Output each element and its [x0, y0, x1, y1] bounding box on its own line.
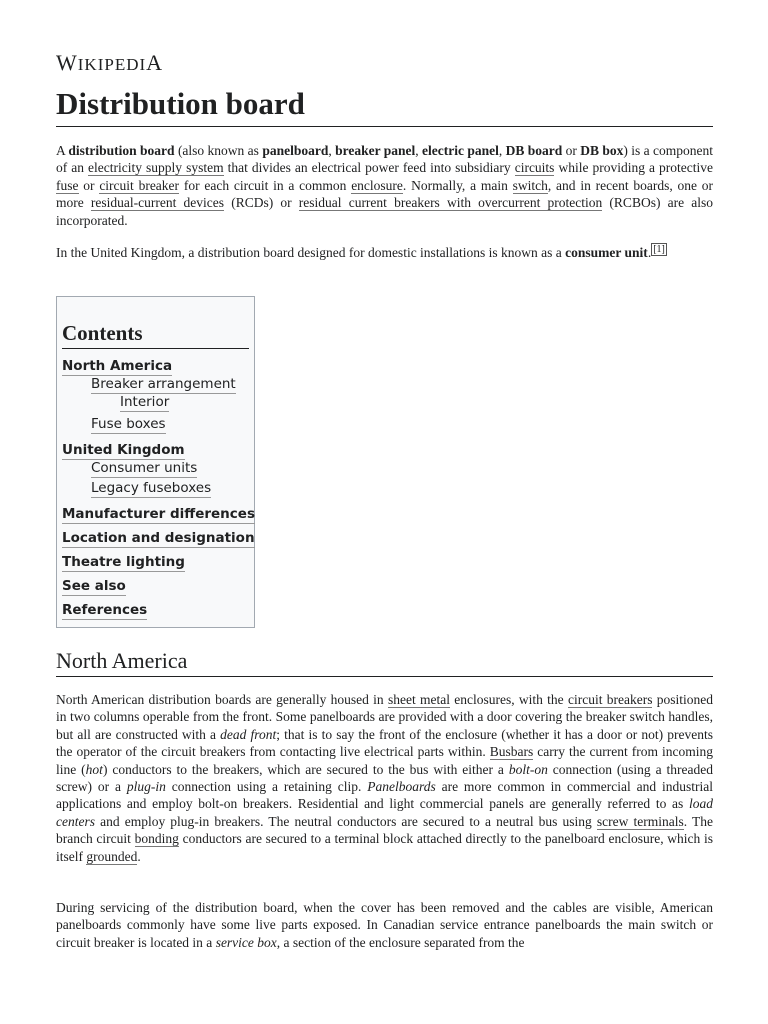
- toc-item-consumer-units[interactable]: Consumer units: [91, 460, 198, 476]
- link-switch[interactable]: switch: [512, 177, 548, 193]
- wordmark-middle: IKIPEDI: [77, 55, 147, 74]
- bold-term: DB board: [505, 143, 563, 158]
- italic-term: bolt-on: [508, 761, 548, 777]
- italic-term: plug-in: [126, 779, 166, 795]
- toc-item-legacy-fuseboxes[interactable]: Legacy fuseboxes: [91, 480, 212, 496]
- link-busbars[interactable]: Busbars: [489, 744, 534, 760]
- toc-item-north-america[interactable]: North America: [62, 358, 173, 374]
- page-title: Distribution board: [56, 82, 713, 127]
- wikipedia-wordmark[interactable]: [56, 50, 163, 76]
- italic-term: dead front: [220, 726, 277, 742]
- lead-paragraph: A distribution board (also known as panelboard, breaker panel, electric panel, DB board or DB box) is a component of an electricity supply system that divides an electrical power feed into subsidiary circuits while providing a protective fuse or circuit breaker for each circuit in a common enclosure. Normally, a main switch, and in recent boards, one or more residual-current devices (RCDs) or residual current breakers with overcurrent protection (RCBOs) are also incorporated.: [56, 143, 714, 228]
- italic-term: service box: [215, 934, 277, 950]
- table-of-contents: [56, 296, 255, 628]
- uk-paragraph: In the United Kingdom, a distribution board designed for domestic installations is known as a consumer unit. [1]: [56, 243, 665, 260]
- toc-item-interior[interactable]: Interior: [120, 394, 170, 410]
- bold-term: consumer unit: [565, 245, 648, 260]
- citation-link[interactable]: [1]: [653, 243, 665, 255]
- link-enclosure[interactable]: enclosure: [351, 177, 403, 193]
- toc-item-references[interactable]: References: [62, 602, 148, 618]
- italic-term: Panelboards: [367, 779, 436, 795]
- link-bonding[interactable]: bonding: [134, 831, 179, 847]
- link-circuit-breakers[interactable]: circuit breakers: [567, 692, 653, 707]
- toc-item-theatre-lighting[interactable]: Theatre lighting: [62, 554, 185, 570]
- link-electricity-supply-system[interactable]: electricity supply system: [88, 160, 224, 176]
- bold-term: breaker panel: [335, 143, 416, 158]
- toc-item-location-and-designation[interactable]: Location and designation: [62, 530, 255, 546]
- link-grounded[interactable]: grounded: [86, 848, 138, 864]
- link-circuit-breaker[interactable]: circuit breaker: [99, 177, 180, 193]
- toc-title: Contents: [62, 320, 249, 349]
- bold-term: panelboard: [262, 143, 329, 158]
- citation-ref[interactable]: [651, 243, 667, 256]
- bold-term: distribution board: [68, 143, 175, 158]
- toc-item-united-kingdom[interactable]: United Kingdom: [62, 442, 185, 458]
- link-rcbo[interactable]: residual current breakers with overcurrent protection: [298, 195, 603, 211]
- north-america-paragraph-1: North American distribution boards are generally housed in sheet metal enclosures, with the circuit breakers positioned in two columns operable from the front. Some panelboards are provided with a door covering the breaker switch handles, but all are constructed with a dead front; that is to say the front of the enclosure (whether it has a door or not) prevents the operator of the circuit breakers from contacting live electrical parts within. Busbars carry the current from incoming line (hot) conductors to the breakers, which are secured to the bus with either a bolt-on connection (using a threaded screw) or a plug-in connection using a retaining clip. Panelboards are more common in commercial and industrial applications and employ bolt-on breakers. Residential and light commercial panels are generally referred to as load centers and employ plug-in breakers. The neutral conductors are secured to a neutral bus using screw terminals. The branch circuit bonding conductors are secured to a terminal block attached directly to the panelboard enclosure, which is itself grounded.: [56, 692, 714, 864]
- link-screw-terminals[interactable]: screw terminals: [596, 813, 684, 829]
- bold-term: DB box: [580, 143, 624, 158]
- link-fuse[interactable]: fuse: [56, 177, 79, 193]
- italic-term: load centers: [56, 796, 713, 829]
- section-heading-north-america: North America: [56, 648, 713, 677]
- bold-term: electric panel: [422, 143, 499, 158]
- north-america-paragraph-2: During servicing of the distribution board, when the cover has been removed and the cables are visible, American panelboards commonly have some live parts exposed. In Canadian service entrance panelboards the main switch or circuit breaker is located in a service box, a section of the enclosure separated from the: [56, 900, 713, 950]
- toc-item-fuse-boxes[interactable]: Fuse boxes: [91, 416, 166, 432]
- toc-item-breaker-arrangement[interactable]: Breaker arrangement: [91, 376, 236, 392]
- link-sheet-metal[interactable]: sheet metal: [387, 692, 450, 707]
- wordmark-initial: W: [56, 50, 78, 75]
- toc-item-see-also[interactable]: See also: [62, 578, 126, 594]
- link-residual-current-devices[interactable]: residual-current devices: [90, 195, 225, 211]
- italic-term: hot: [85, 761, 103, 777]
- toc-item-manufacturer-differences[interactable]: Manufacturer differences: [62, 506, 255, 522]
- wordmark-final: A: [146, 50, 164, 75]
- link-circuits[interactable]: circuits: [514, 160, 555, 176]
